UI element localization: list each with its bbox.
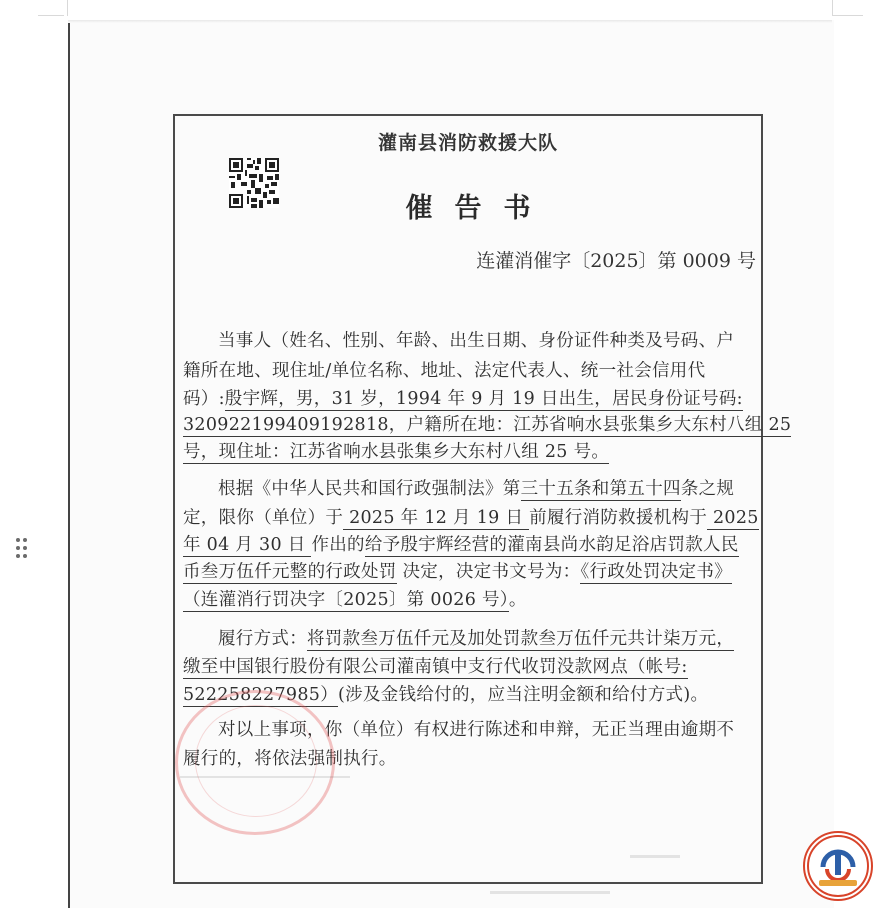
top-tick-right (832, 0, 833, 16)
party-line-2 (183, 357, 705, 382)
party-line-1 (218, 327, 734, 352)
top-rule-right (833, 15, 863, 16)
basis-line-3 (183, 531, 739, 556)
text-segment: (涉及金钱给付的，应当注明金额和给付方式)。 (338, 685, 709, 705)
document-title: 催告书 (405, 193, 553, 224)
filled-field: 号，现住址：江苏省响水县张集乡大东村八组 25 号。 (183, 442, 610, 462)
brand-logo-icon[interactable] (803, 831, 873, 901)
text-segment: 决定，决定书文号为： (396, 562, 581, 582)
top-tick-left (67, 0, 68, 16)
faint-date-bleed (180, 770, 350, 790)
text-segment: 条之规 (680, 479, 735, 499)
party-line-3 (183, 385, 743, 410)
filled-field: 币叁万伍仟元整的行政处罚 (183, 562, 397, 582)
basis-line-1 (218, 475, 734, 500)
basis-line-4 (183, 558, 732, 583)
filled-field: 《行政处罚决定书》 (580, 562, 732, 582)
text-segment: 根据《中华人民共和国行政强制法》第 (218, 479, 521, 499)
filled-field: 2025 年 12 月 19 日 (343, 508, 530, 528)
filled-field: 522258227985） (183, 685, 339, 705)
filled-field: 320922199409192818，户籍所在地：江苏省响水县张集乡大东村八组 25 (183, 415, 792, 435)
text-segment: 作出的 (311, 535, 365, 555)
page-top-shadow (68, 20, 832, 23)
issuing-agency: 灌南县消防救援大队 (377, 132, 558, 154)
text-segment: 当事人（姓名、性别、年龄、出生日期、身份证件种类及号码、户 (218, 331, 735, 351)
filled-field: 将罚款叁万伍仟元及加处罚款叁万伍仟元共计柒万元， (307, 629, 735, 649)
text-segment: 履行的，将依法强制执行。 (183, 749, 397, 769)
text-segment: 码）: (183, 389, 225, 409)
party-line-4 (183, 411, 791, 436)
official-seal-inner-ring (195, 705, 317, 817)
filled-field: （连灌消行罚决字〔2025〕第 0026 号） (183, 590, 509, 610)
drag-handle-icon[interactable] (16, 538, 30, 560)
text-segment: 定，限你（单位）于 (183, 508, 344, 528)
basis-line-5 (183, 586, 527, 611)
faint-signature-bleed (630, 848, 680, 867)
filled-field: 缴至中国银行股份有限公司灌南镇中支行代收罚没款网点（帐号: (183, 657, 688, 677)
text-segment: 。 (508, 590, 527, 610)
method-line-1 (218, 625, 734, 650)
text-segment: 籍所在地、现住址/单位名称、地址、法定代表人、统一社会信用代 (183, 361, 706, 381)
filled-field: 殷宇辉，男，31 岁，1994 年 9 月 19 日出生，居民身份证号码: (224, 389, 743, 409)
text-segment: 对以上事项，你（单位）有权进行陈述和申辩，无正当理由逾期不 (218, 720, 735, 740)
filled-field: 三十五条和第五十四 (520, 479, 681, 499)
document-number: 连灌消催字〔2025〕第 0009 号 (476, 250, 756, 272)
party-line-5 (183, 438, 609, 463)
top-rule-left (38, 15, 64, 16)
text-segment: 前履行消防救援机构于 (529, 508, 708, 528)
filled-field: 2025 (707, 508, 759, 528)
filled-field: 给予殷宇辉经营的灌南县尚水韵足浴店罚款人民 (364, 535, 739, 555)
filled-field: 年 04 月 30 日 (183, 535, 312, 555)
faint-date-bottom-bleed (490, 884, 610, 903)
text-segment: 履行方式： (218, 629, 307, 649)
method-line-2 (183, 653, 688, 678)
basis-line-2 (183, 504, 759, 529)
